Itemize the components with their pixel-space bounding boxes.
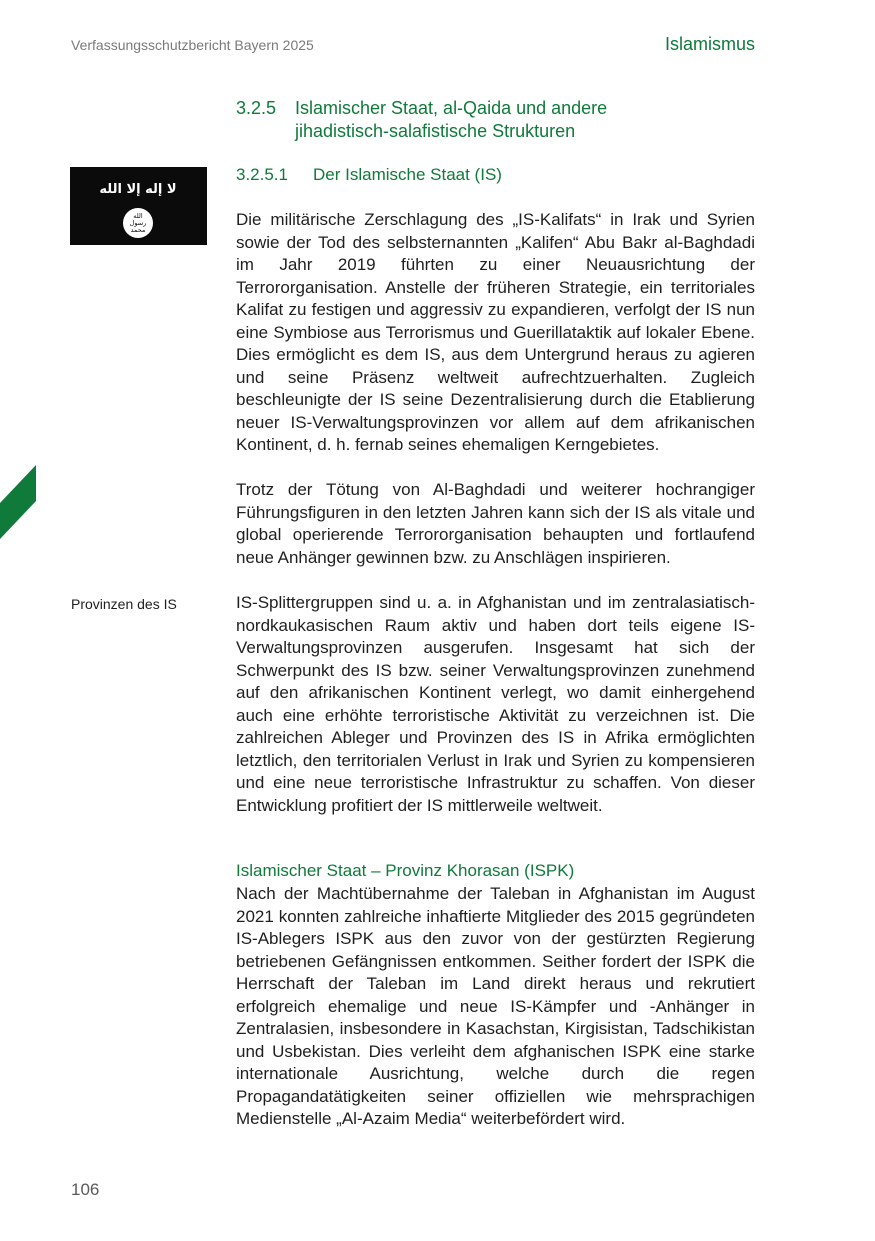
section-title: Islamischer Staat, al-Qaida und andere jihadistisch-salafistische Strukturen [295, 98, 608, 141]
flag-seal-line: الله [133, 212, 143, 220]
chapter-title: Islamismus [664, 34, 755, 54]
paragraph: Die militärische Zerschlagung des „IS-Kalifats“ in Irak und Syrien sowie der Tod des selbsternannten „Kalifen“ Abu Bakr al-Baghdadi im Jahr 2019 führten zu einer Neuausrichtung der Terrororganisation. Anstelle der früheren Strategie, ein territoriales Kalifat zu festigen und aggressiv zu expandieren, verfolgt der IS nun eine Symbiose aus Terrorismus und Guerillataktik auf lokaler Ebene. Dies ermöglicht es dem IS, aus dem Untergrund heraus zu agieren und seine Präsenz weltweit aufrechtzuerhalten. Zugleich beschleunigte der IS seine Dezentralisierung durch die Etablierung neuer IS-Verwaltungsprovinzen vor allem auf dem afrikanischen Kontinent, d. h. fernab seines ehemaligen Kerngebietes. [236, 210, 755, 454]
is-flag-image [70, 167, 207, 245]
paragraph: IS-Splittergruppen sind u. a. in Afghanistan und im zentralasiatisch-nordkaukasischen Raum aktiv und haben dort teils eigene IS-Verwaltungsprovinzen ausgerufen. Insgesamt hat sich der Schwerpunkt des IS bzw. seiner Verwaltungsprovinzen zunehmend auf den afrikanischen Kontinent verlegt, wo damit einhergehend auch eine erhöhte terroristische Aktivität zu verzeichnen ist. Die zahlreichen Ableger und Provinzen des IS in Afrika ermöglichten letztlich, den territorialen Verlust in Irak und Syrien zu kompensieren und eine neue terroristische Infrastruktur zu schaffen. Von dieser Entwicklung profitiert der IS mittlerweile weltweit. [236, 593, 755, 815]
ispk-heading: Islamischer Staat – Provinz Khorasan (ISPK) [236, 861, 575, 880]
paragraph: Trotz der Tötung von Al-Baghdadi und weiterer hochrangiger Führungsfiguren in den letzten Jahren kann sich der IS als vitale und global operierende Terrororganisation behaupten und fortlaufend neue Anhänger gewinnen bzw. zu Anschlägen inspirieren. [236, 480, 755, 567]
section-number: 3.2.5 [236, 98, 277, 118]
flag-top-text: لا إله إلا الله [99, 182, 177, 197]
flag-seal-line: رسول [129, 219, 147, 227]
margin-note: Provinzen des IS [71, 596, 177, 612]
flag-graphic [70, 167, 207, 245]
report-title: Verfassungsschutzbericht Bayern 2025 [71, 37, 314, 53]
chapter-side-tab [0, 465, 36, 539]
flag-seal-line: محمد [130, 226, 146, 234]
paragraph: Nach der Machtübernahme der Taleban in Afghanistan im August 2021 konnten zahlreiche inhaftierte Mitglieder des 2015 gegründeten IS-Ablegers ISPK aus den zuvor von der gestürzten Regierung betriebenen Gefängnissen entkommen. Seither fordert der ISPK die Herrschaft der Taleban im Land direkt heraus und rekrutiert erfolgreich ehemalige und neue IS-Kämpfer und -Anhänger in Zentralasien, insbesondere in Kasachstan, Kirgisistan, Tadschikistan und Usbekistan. Dies verleiht dem afghanischen ISPK eine starke internationale Ausrichtung, welche durch die regen Propagandatätigkeiten seiner offiziellen wie mehrsprachigen Medienstelle „Al-Azaim Media“ weiterbefördert wird. [236, 884, 755, 1128]
subsection-title: Der Islamische Staat (IS) [313, 165, 502, 184]
subsection-number: 3.2.5.1 [236, 165, 288, 184]
page-number: 106 [71, 1180, 100, 1199]
